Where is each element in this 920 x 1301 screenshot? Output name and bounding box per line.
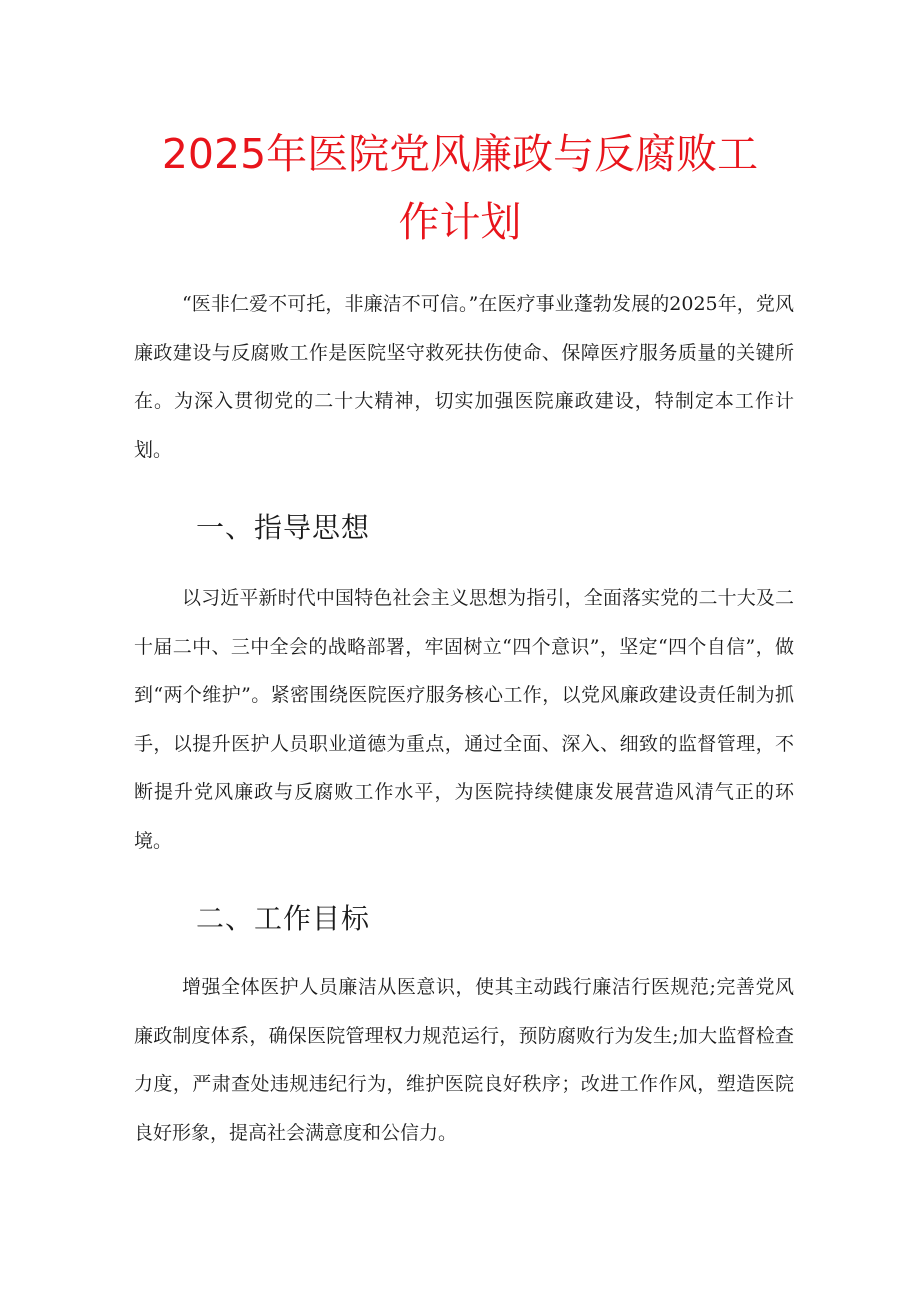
document-title-line1: 2025年医院党风廉政与反腐败工 [161, 130, 759, 178]
section-body-work-goals: 增强全体医护人员廉洁从医意识，使其主动践行廉洁行医规范;完善党风廉政制度体系，确保医院管理权力规范运行，预防腐败行为发生;加大监督检查力度，严肃查处违规违纪行为，维护医院良好秩序；改进工作作风，塑造医院良好形象，提高社会满意度和公信力。 [134, 976, 794, 1144]
section-heading-guiding-ideology: 一、指导思想 [196, 511, 371, 544]
intro-paragraph: “医非仁爱不可托，非廉洁不可信。”在医疗事业蓬勃发展的2025年，党风廉政建设与反腐败工作是医院坚守救死扶伤使命、保障医疗服务质量的关键所在。为深入贯彻党的二十大精神，切实加强医院廉政建设，特制定本工作计划。 [134, 293, 794, 461]
section-body-guiding-ideology: 以习近平新时代中国特色社会主义思想为指引，全面落实党的二十大及二十届二中、三中全会的战略部署，牢固树立“四个意识”，坚定“四个自信”，做到“两个维护”。紧密围绕医院医疗服务核心工作，以党风廉政建设责任制为抓手，以提升医护人员职业道德为重点，通过全面、深入、细致的监督管理，不断提升党风廉政与反腐败工作水平，为医院持续健康发展营造风清气正的环境。 [134, 587, 794, 852]
document-title-line2: 作计划 [398, 198, 522, 246]
section-heading-work-goals: 二、工作目标 [196, 902, 371, 935]
